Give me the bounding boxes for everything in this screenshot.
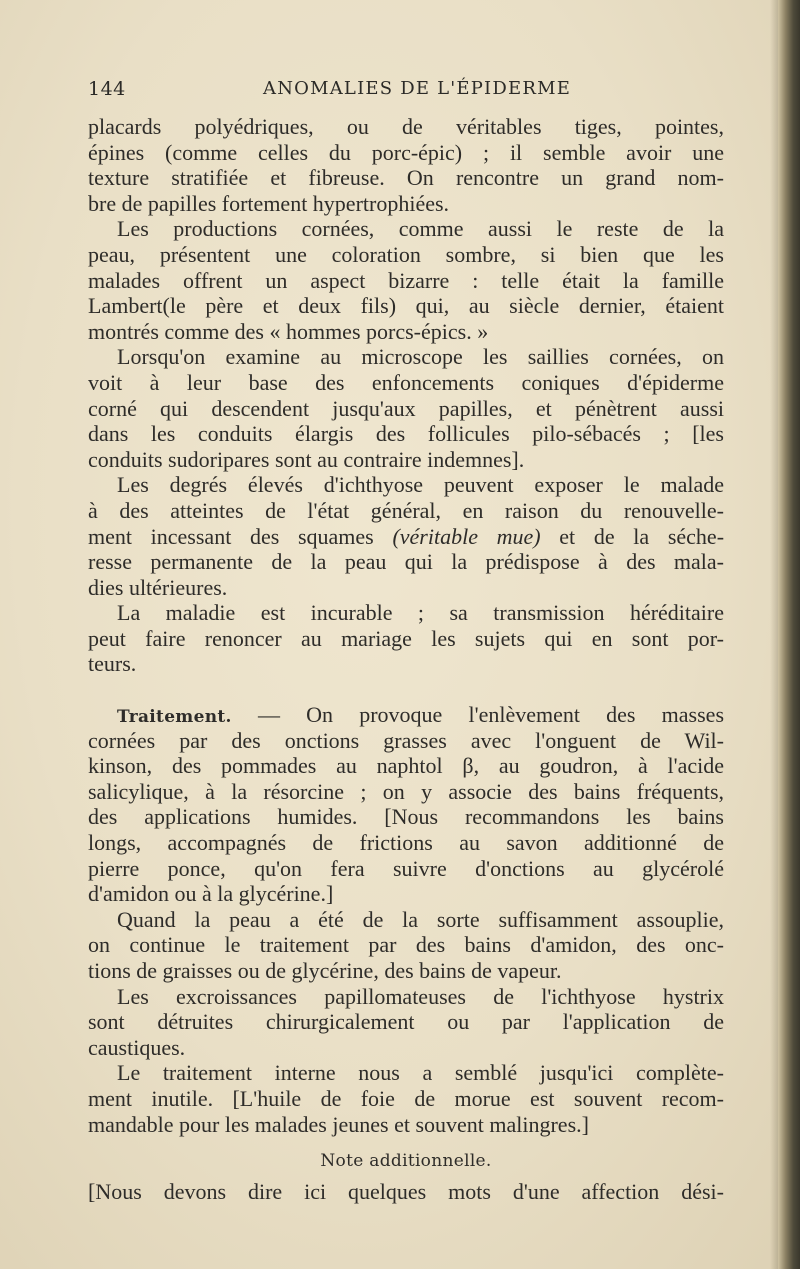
text-line: Quand la peau a été de la sorte suffisamment assouplie, — [117, 906, 724, 932]
page-header — [88, 78, 728, 108]
body-text — [88, 114, 724, 1204]
text-line: resse permanente de la peau qui la prédispose à des mala- — [88, 549, 724, 575]
text-line — [88, 702, 724, 728]
text-line: [Nous devons dire ici quelques mots d'une affection dési- — [88, 1178, 724, 1204]
text-line: à des atteintes de l'état général, en raison du renouvelle- — [88, 497, 724, 523]
note-heading: Note additionnelle. — [320, 1151, 492, 1172]
text-line: peau, présentent une coloration sombre, si bien que les — [88, 241, 724, 267]
text-segment: ment incessant des squames — [88, 523, 374, 549]
text-line: Lorsqu'on examine au microscope les saillies cornées, on — [117, 344, 724, 370]
text-line: dans les conduits élargis des follicules pilo-sébacés ; [les — [88, 421, 724, 447]
text-line: épines (comme celles du porc-épic) ; il semble avoir une — [88, 139, 724, 165]
text-line — [88, 524, 724, 550]
text-line: pierre ponce, qu'on fera suivre d'onctions au glycérolé — [88, 855, 724, 881]
text-line: malades offrent un aspect bizarre : telle était la famille — [88, 267, 724, 293]
text-line: longs, accompagnés de frictions au savon additionné de — [88, 830, 724, 856]
text-line: texture stratifiée et fibreuse. On rencontre un grand nom- — [88, 165, 724, 191]
text-line: placards polyédriques, ou de véritables tiges, pointes, — [88, 114, 724, 139]
text-line: Les excroissances papillomateuses de l'ichthyose hystrix — [117, 983, 724, 1009]
text-line: Les productions cornées, comme aussi le reste de la — [117, 216, 724, 242]
text-line: teurs. — [88, 651, 137, 677]
text-line: caustiques. — [88, 1034, 186, 1060]
page-number: 144 — [88, 78, 126, 100]
text-line: Les degrés élevés d'ichthyose peuvent exposer le malade — [117, 472, 724, 498]
text-line: salicylique, à la résorcine ; on y associe des bains fréquents, — [88, 778, 724, 804]
text-line: on continue le traitement par des bains d'amidon, des onc- — [88, 932, 724, 958]
running-title: ANOMALIES DE L'ÉPIDERME — [263, 78, 572, 99]
italic-phrase: (véritable mue) — [392, 523, 541, 549]
text-line: La maladie est incurable ; sa transmission héréditaire — [117, 600, 724, 626]
text-line: bre de papilles fortement hypertrophiées. — [88, 190, 450, 216]
text-line: sont détruites chirurgicalement ou par l'application de — [88, 1009, 724, 1035]
text-line: Lambert(le père et deux fils) qui, au siècle dernier, étaient — [88, 293, 724, 319]
text-segment: — On provoque l'enlèvement des masses — [257, 702, 724, 728]
text-line: voit à leur base des enfoncements coniques d'épiderme — [88, 369, 724, 395]
text-line: tions de graisses ou de glycérine, des bains de vapeur. — [88, 958, 562, 983]
section-gap — [88, 677, 724, 702]
section-heading: Traitement. — [117, 707, 232, 728]
text-line: kinson, des pommades au naphtol β, au goudron, à l'acide — [88, 753, 724, 779]
page-edge — [778, 0, 800, 1269]
text-line: cornées par des onctions grasses avec l'onguent de Wil- — [88, 727, 724, 753]
text-line: des applications humides. [Nous recommandons les bains — [88, 804, 724, 830]
text-line: corné qui descendent jusqu'aux papilles, et pénètrent aussi — [88, 395, 724, 421]
text-line: conduits sudoripares sont au contraire indemnes]. — [88, 446, 525, 472]
text-line: peut faire renoncer au mariage les sujets qui en sont por- — [88, 625, 724, 651]
text-line: montrés comme des « hommes porcs-épics. » — [88, 318, 489, 344]
text-segment: et de la séche- — [559, 523, 724, 549]
text-line: Le traitement interne nous a semblé jusqu'ici complète- — [117, 1060, 724, 1086]
page-gutter-shadow — [770, 0, 778, 1269]
text-line: ment inutile. [L'huile de foie de morue est souvent recom- — [88, 1085, 724, 1111]
text-line: d'amidon ou à la glycérine.] — [88, 881, 334, 907]
text-line: dies ultérieures. — [88, 574, 228, 600]
text-line: mandable pour les malades jeunes et souvent malingres.] — [88, 1111, 589, 1137]
